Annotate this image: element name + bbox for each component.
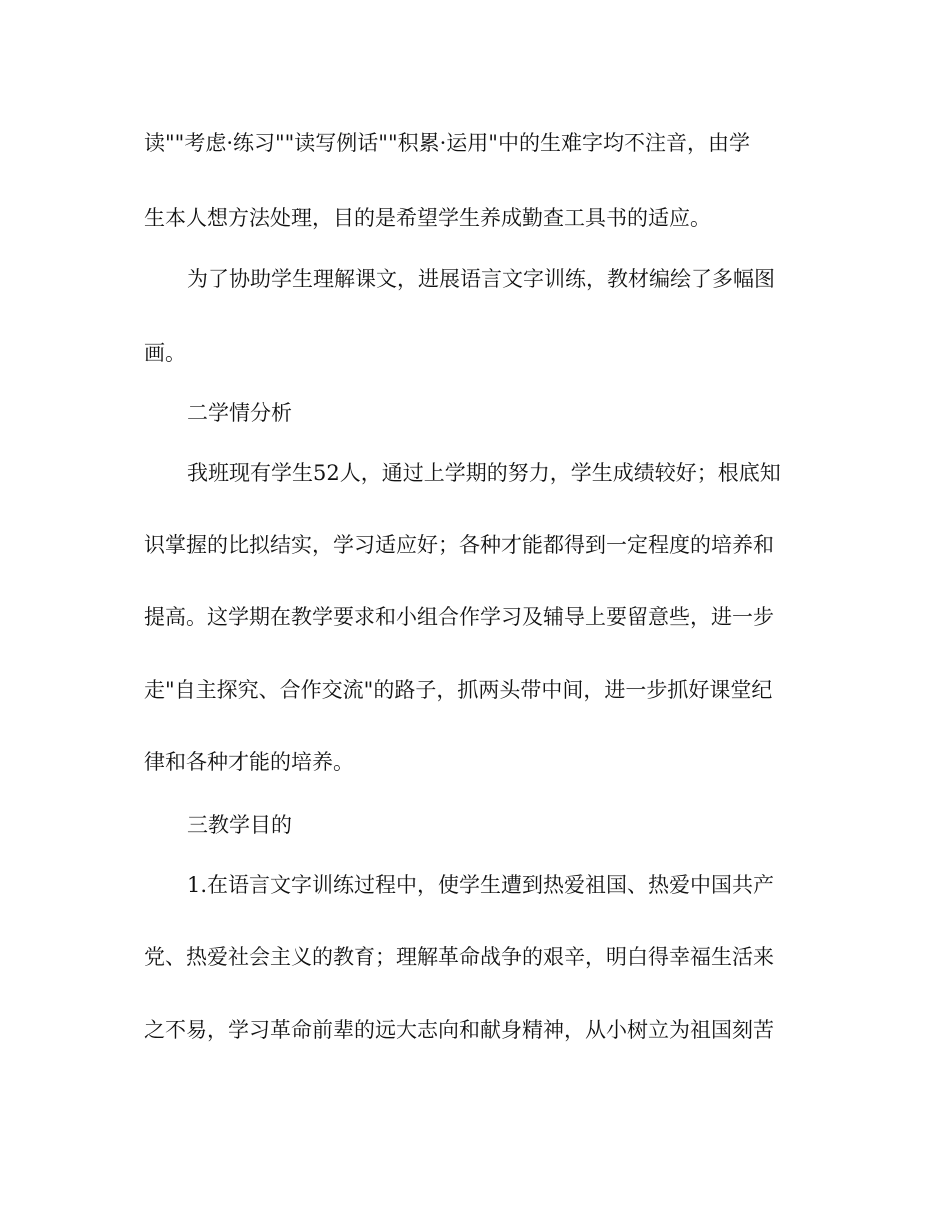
section-heading: 二学情分析 (187, 401, 292, 425)
paragraph-line: 画。 (144, 341, 186, 365)
paragraph-line: 生本人想方法处理，目的是希望学生养成勤查工具书的适应。 (144, 206, 711, 230)
paragraph-line: 走"自主探究、合作交流"的路子，抓两头带中间，进一步抓好课堂纪 (144, 678, 773, 702)
paragraph-line: 之不易，学习革命前辈的远大志向和献身精神，从小树立为祖国刻苦 (144, 1018, 774, 1042)
paragraph-line: 提高。这学期在教学要求和小组合作学习及辅导上要留意些，进一步 (144, 605, 774, 629)
paragraph-line: 1.在语言文字训练过程中，使学生遭到热爱祖国、热爱中国共产 (187, 873, 775, 897)
paragraph-line: 读""考虑·练习""读写例话""积累·运用"中的生难字均不注音，由学 (144, 131, 750, 155)
paragraph-line: 律和各种才能的培养。 (144, 750, 354, 774)
paragraph-line: 我班现有学生52人，通过上学期的努力，学生成绩较好；根底知 (187, 461, 781, 485)
section-heading: 三教学目的 (187, 813, 292, 837)
paragraph-line: 识掌握的比拟结实，学习适应好；各种才能都得到一定程度的培养和 (144, 533, 774, 557)
paragraph-line: 党、热爱社会主义的教育；理解革命战争的艰辛，明白得幸福生活来 (144, 945, 774, 969)
paragraph-line: 为了协助学生理解课文，进展语言文字训练，教材编绘了多幅图 (187, 267, 775, 291)
